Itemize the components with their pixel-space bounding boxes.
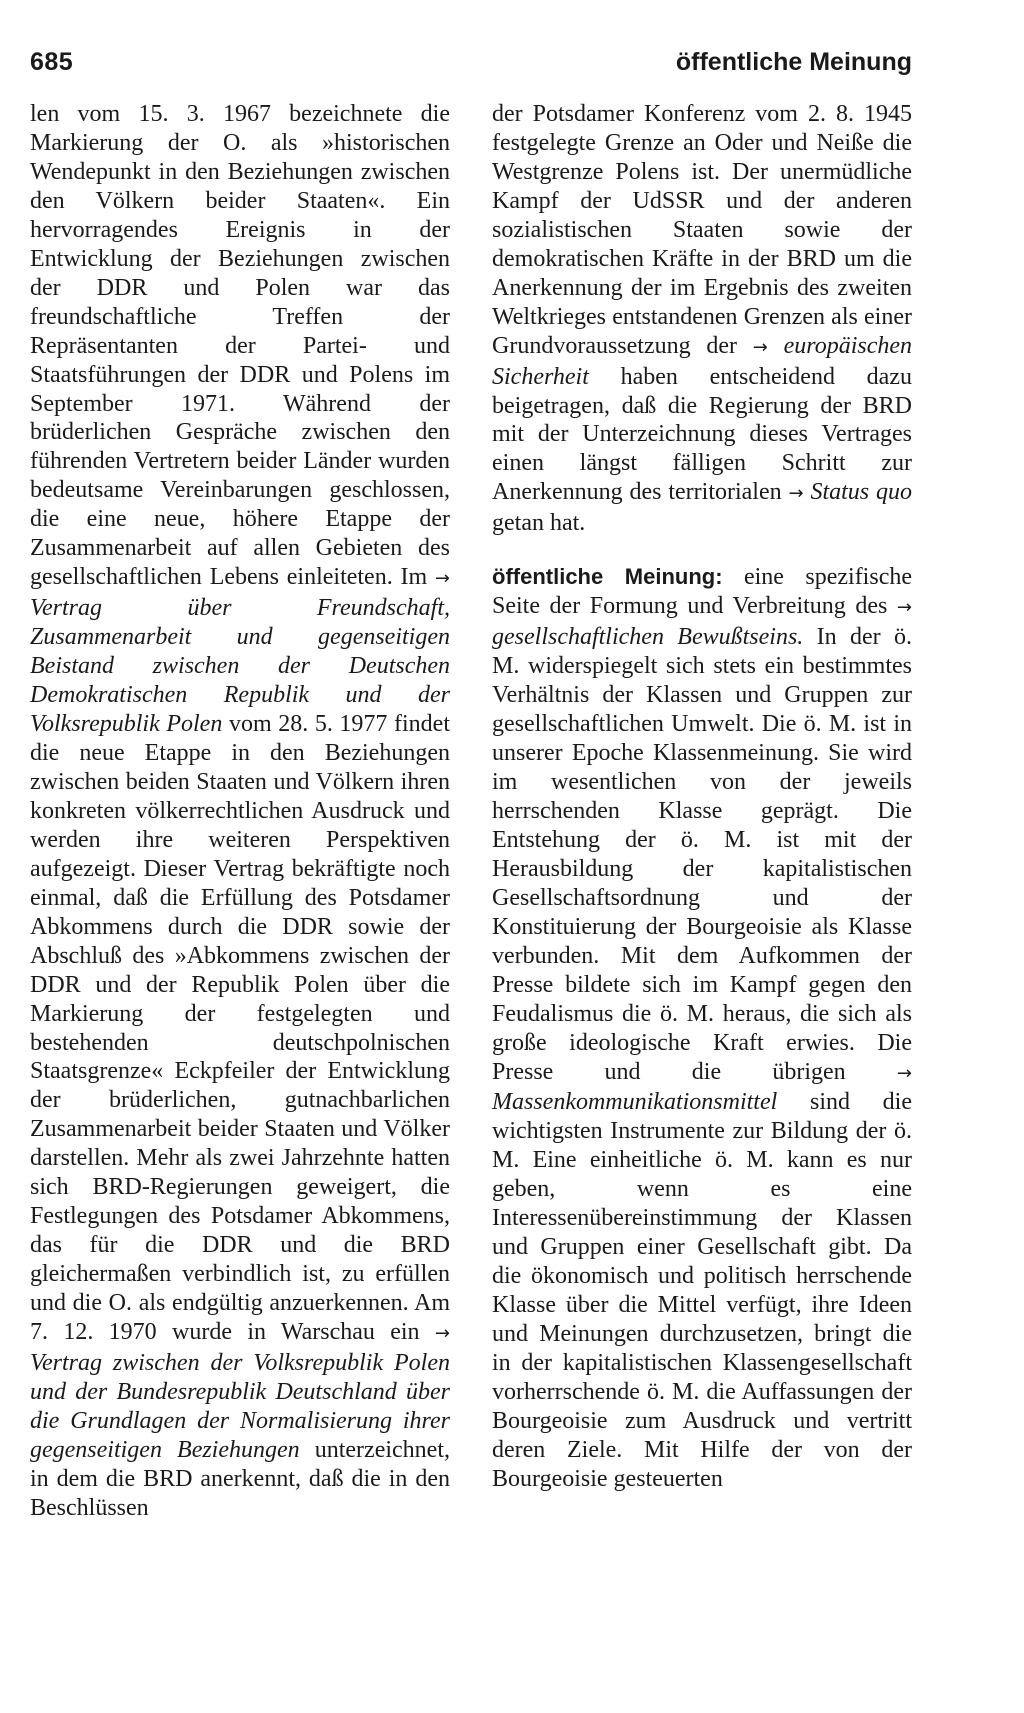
paragraph — [30, 100, 450, 1523]
body-text: len vom 15. 3. 1967 bezeichnete die Markierung der O. als »historischen Wendepunkt in den Beziehungen zwischen den Völkern beider Staaten«. Ein hervorragendes Ereignis in der Entwicklung der Beziehungen zwischen der DDR und Polen war das freundschaftliche Treffen der Repräsentanten der Partei- und Staatsführungen der DDR und Polens im September 1971. Während der brüderlichen Gespräche zwischen den führenden Vertretern beider Länder wurden bedeutsame Vereinbarungen geschlossen, die eine neue, höhere Etappe der Zusammenarbeit auf allen Gebieten des gesellschaftlichen Lebens einleiteten. Im — [30, 101, 450, 591]
cross-reference-arrow-icon: → — [434, 1323, 450, 1345]
cross-reference: gesellschaftlichen Bewußtseins. — [492, 624, 804, 651]
cross-reference-arrow-icon: → — [896, 1062, 912, 1084]
cross-reference: Status quo — [810, 479, 912, 506]
body-text: vom 28. 5. 1977 findet die neue Etappe in den Beziehungen zwischen beiden Staaten und Völkern ihren konkreten völkerrechtlichen Ausdruck und werden ihre weiteren Perspektiven aufgezeigt. Dieser Vertrag bekräftigte noch einmal, daß die Erfüllung des Potsdamer Abkommens durch die DDR sowie der Abschluß des »Abkommens zwischen der DDR und der Republik Polen über die Markierung der festgelegten und bestehenden deutschpolnischen Staatsgrenze« Eckpfeiler der Entwicklung der brüderlichen, gutnachbarlichen Zusammenarbeit beider Staaten und Völker darstellen. Mehr als zwei Jahrzehnte hatten sich BRD-Regierungen geweigert, die Festlegungen des Potsdamer Abkommens, das für die DDR und die BRD gleichermaßen verbindlich ist, zu erfüllen und die O. als endgültig anzuerkennen. Am 7. 12. 1970 wurde in Warschau ein — [30, 711, 450, 1346]
cross-reference: Vertrag zwischen der Volksrepublik Polen und der Bundesrepublik Deutschland über die Grundlagen der Normalisierung ihrer gegenseitigen Beziehungen — [30, 1349, 450, 1463]
paragraph — [492, 100, 912, 538]
cross-reference: Massenkommunikationsmittel — [492, 1089, 778, 1116]
cross-reference-arrow-icon: → — [434, 568, 450, 590]
body-text: getan hat. — [492, 510, 586, 537]
cross-reference: europäischen Sicherheit — [492, 332, 913, 390]
running-head: öffentliche Meinung — [675, 48, 912, 76]
dictionary-entry — [492, 563, 912, 1494]
left-column — [30, 100, 450, 1523]
cross-reference-arrow-icon: → — [788, 483, 804, 505]
page-header — [30, 48, 912, 82]
cross-reference: Vertrag über Freundschaft, Zusammenarbeit und gegenseitigen Beistand zwischen der Deutschen Demokratischen Republik und der Volksrepublik Polen — [30, 595, 450, 738]
cross-reference-arrow-icon: → — [752, 336, 768, 358]
body-text: sind die wichtigsten Instrumente zur Bildung der ö. M. Eine einheitliche ö. M. kann es nur geben, wenn es eine Interessenübereinstimmung der Klassen und Gruppen einer Gesellschaft gibt. Da die ökonomisch und politisch herrschende Klasse über die Mittel verfügt, ihre Ideen und Meinungen durchzusetzen, bringt die in der kapitalistischen Klassengesellschaft vorherrschende ö. M. die Auffassungen der Bourgeoisie zum Ausdruck und vertritt deren Ziele. Mit Hilfe der von der Bourgeoisie gesteuerten — [492, 1089, 912, 1492]
cross-reference-arrow-icon: → — [896, 597, 912, 619]
body-text: eine spezifische Seite der Formung und Verbreitung des — [492, 564, 912, 620]
page-number: 685 — [30, 48, 74, 76]
body-text: haben entscheidend dazu beigetragen, daß die Regierung der BRD mit der Unterzeichnung dieses Vertrages einen längst fälligen Schritt zur Anerkennung des territorialen — [492, 363, 912, 506]
entry-lemma: öffentliche Meinung: — [492, 564, 723, 590]
body-text: der Potsdamer Konferenz vom 2. 8. 1945 festgelegte Grenze an Oder und Neiße die Westgrenze Polens ist. Der unermüdliche Kampf der UdSSR und der anderen sozialistischen Staaten sowie der demokratischen Kräfte in der BRD um die Anerkennung der im Ergebnis des zweiten Weltkrieges entstandenen Grenzen als einer Grundvoraussetzung der — [492, 101, 912, 359]
body-text: In der ö. M. widerspiegelt sich stets ein bestimmtes Verhältnis der Klassen und Gruppen zur gesellschaftlichen Umwelt. Die ö. M. ist in unserer Epoche Klassenmeinung. Sie wird im wesentlichen von der jeweils herrschenden Klasse geprägt. Die Entstehung der ö. M. ist mit der Herausbildung der kapitalistischen Gesellschaftsordnung und der Konstituierung der Bourgeoisie als Klasse verbunden. Mit dem Aufkommen der Presse bildete sich im Kampf gegen den Feudalismus die ö. M. heraus, die sich als große ideologische Kraft erwies. Die Presse und die übrigen — [492, 624, 912, 1085]
body-text: unterzeichnet, in dem die BRD anerkennt, daß die in den Beschlüssen — [30, 1436, 450, 1521]
right-column — [492, 100, 912, 1494]
